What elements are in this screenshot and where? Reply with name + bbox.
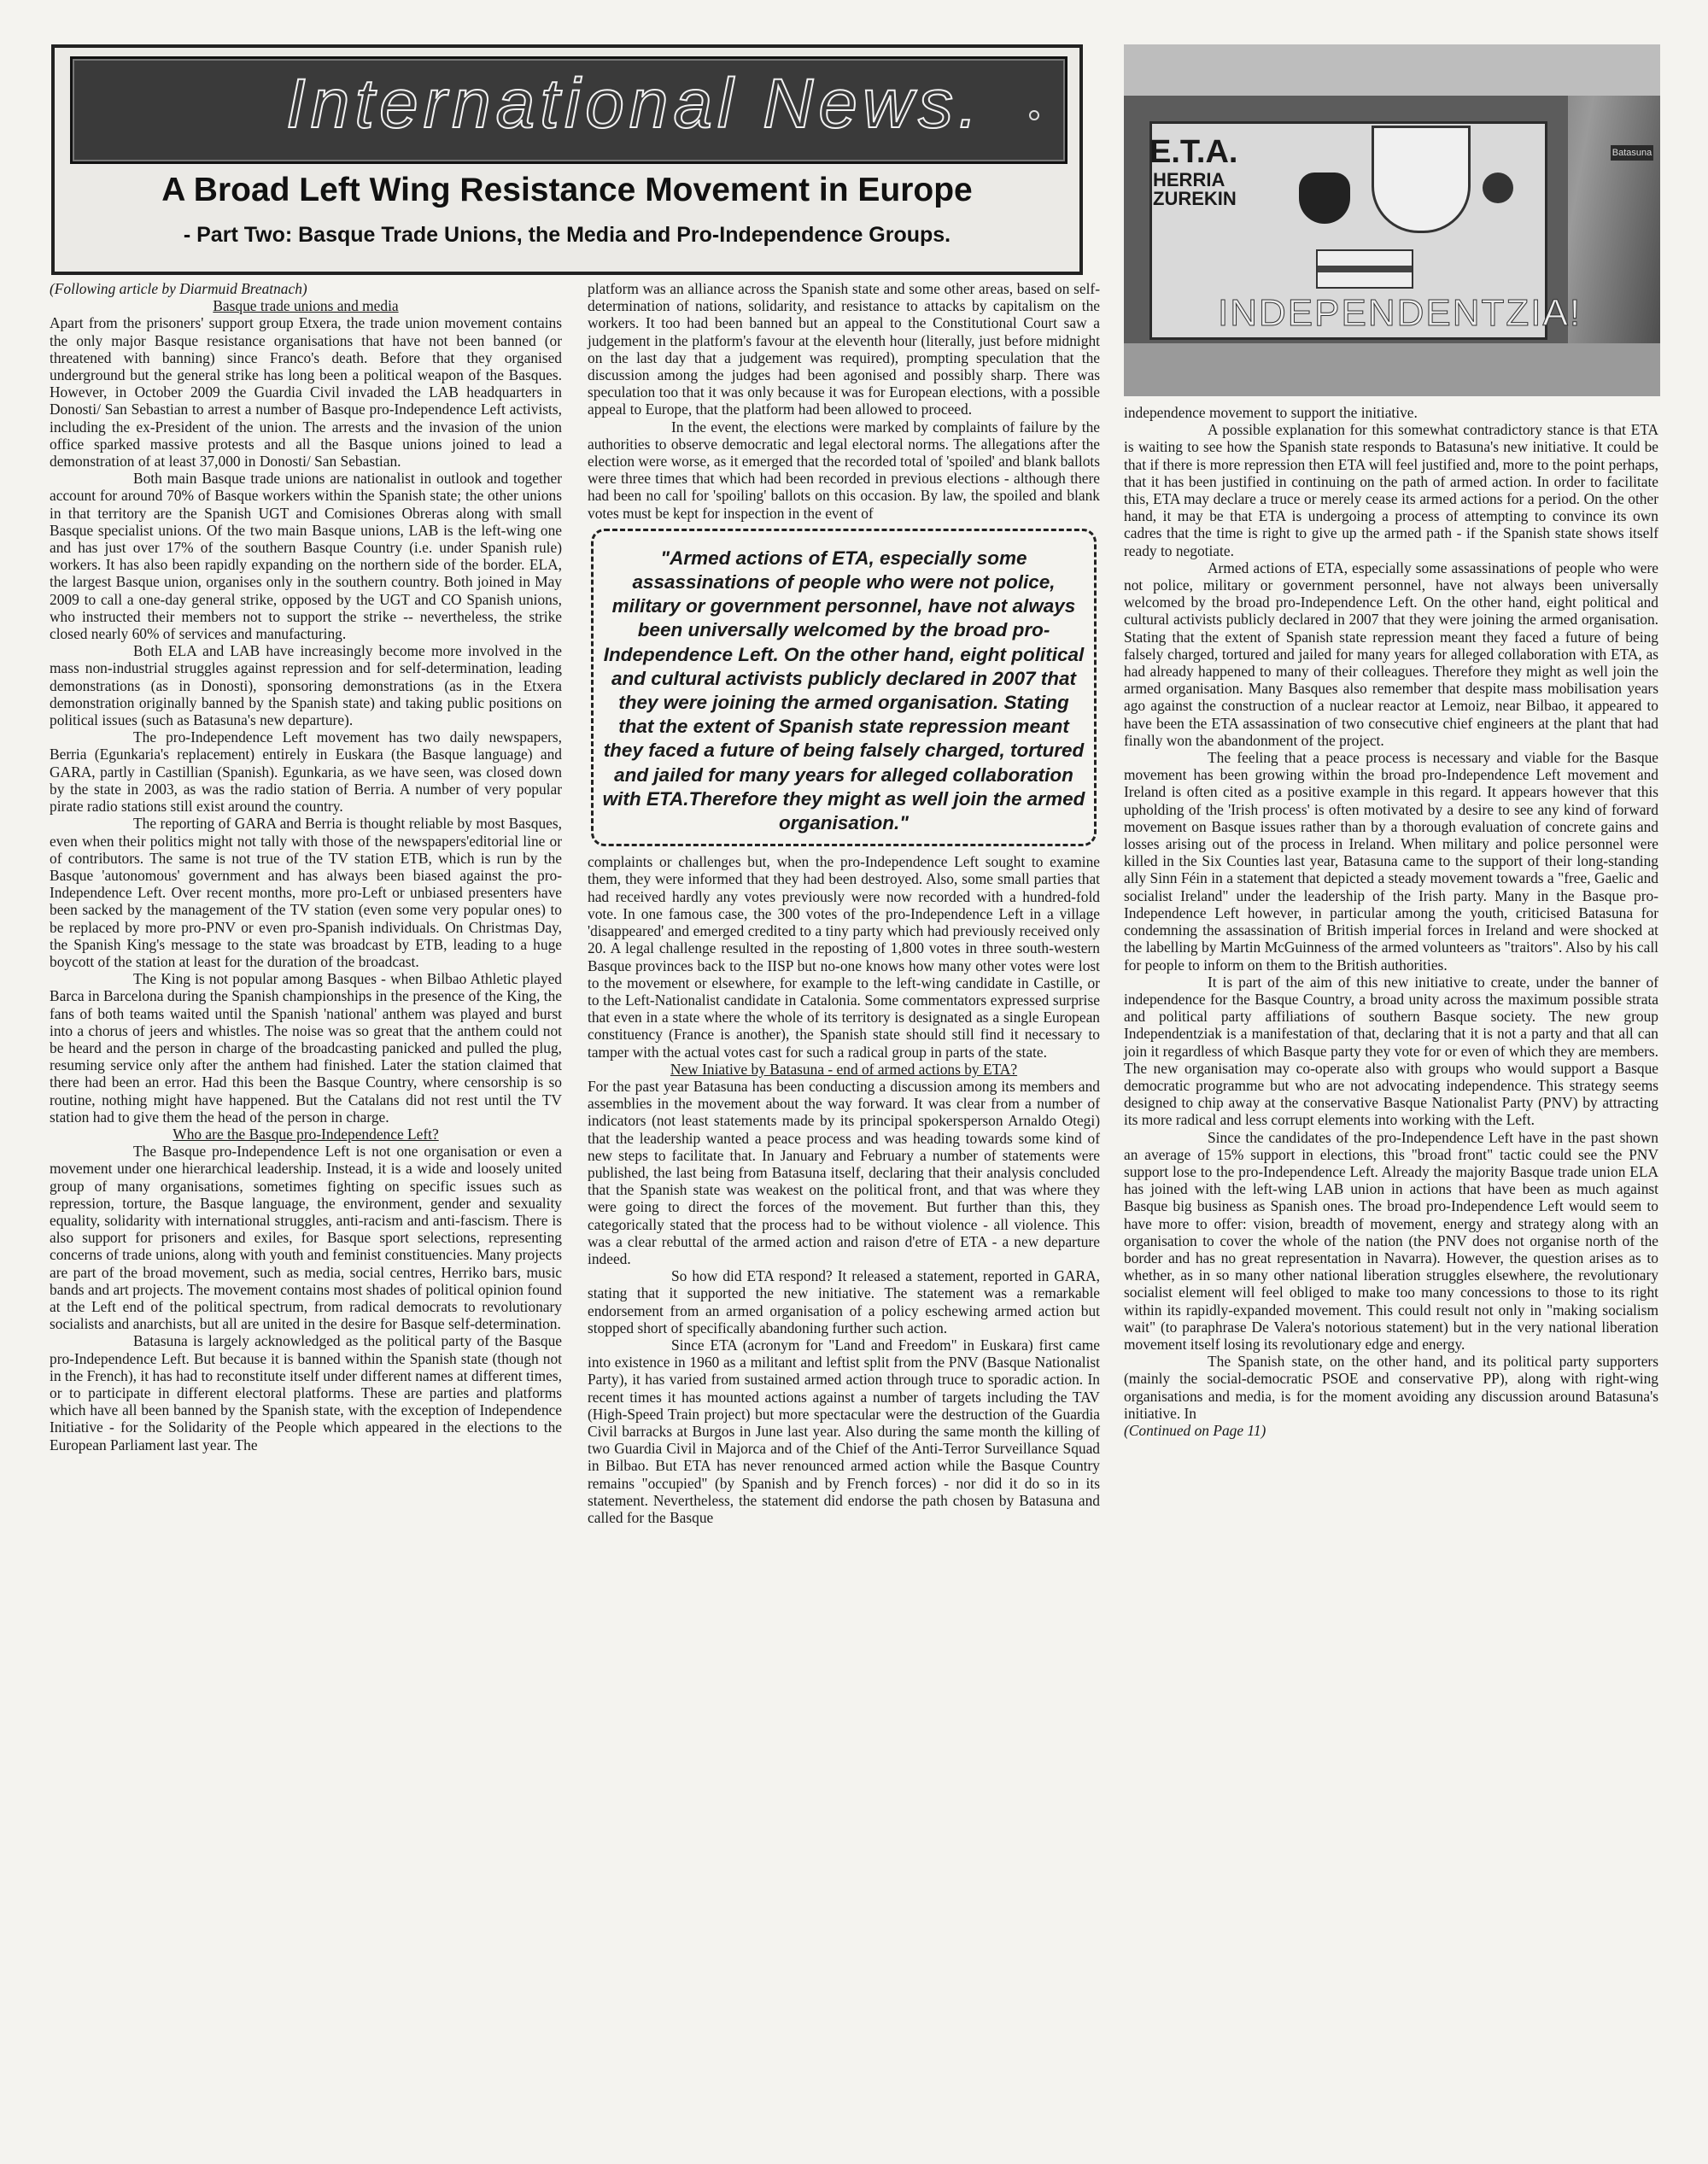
paragraph: For the past year Batasuna has been conducting a discussion among its members and assemblies in the movement about the way forward. It was clear from a number of indicators (not least statements made by its principal spokersperson Arnaldo Otegi) that the leadership wanted a peace process and was heading towards some kind of new steps to facilitate that. In January and February a number of statements were published, the last being from Batasuna itself, declaring that their analysis concluded that the Spanish state was weakest on the political front, and that was where they were going to direct the forces of the movement. But further than this, they categorically stated that the process had to be without violence - all violence. This was a clear rebuttal of the armed action and raison d'etre of ETA - a new departure indeed. [588, 1077, 1100, 1267]
street-sign: Batasuna [1611, 145, 1653, 161]
mural-text-independentzia: INDEPENDENTZIA! [1218, 292, 1582, 334]
paragraph: So how did ETA respond? It released a statement, reported in GARA, stating that it supported the new initiative. The statement was a remarkable endorsement from an armed organisation of a policy eschewing armed action but stopped short of specifically abandoning further such action. [588, 1267, 1100, 1336]
subheadline: - Part Two: Basque Trade Unions, the Media and Pro-Independence Groups. [183, 223, 951, 247]
mural-text-eta: E.T.A. [1149, 134, 1238, 170]
mural-photo [1124, 44, 1660, 396]
paragraph: Both main Basque trade unions are nationalist in outlook and together account for around 70% of Basque workers within the Spanish state; the other unions in that territory are the Spanish UGT and Comisiones Obreras along with small Basque specialist unions. Of the two main Basque unions, LAB is the left-wing one and has just over 17% of the southern Basque Country (i.e. under Spanish rule) workers. It has also been rapidly expanding on the northern side of the border. ELA, the largest Basque union, organises only in the southern country. Both joined in May 2009 to call a one-day general strike, opposed by the UGT and CO Spanish unions, who instructed their members not to support the strike -- nevertheless, the strike closed nearly 60% of services and manufacturing. [50, 470, 562, 643]
paragraph: platform was an alliance across the Spanish state and some other areas, based on self-determination of nations, solidarity, and resistance to attacks by capitalism on the workers. It too had been banned but an appeal to the Constitutional Court saw a judgement in the platform's favour at the eleventh hour (literally, just before midnight on the last day that a judgement was required), prompting speculation that the discussion among the judges had been agonised and possibly sharp. There was speculation too that it was only because it was for European elections, with a possible appeal to Europe, that the platform had been allowed to proceed. [588, 280, 1100, 418]
section-heading-who: Who are the Basque pro-Independence Left? [173, 1125, 439, 1143]
column-2 [588, 280, 1100, 1526]
column-1 [50, 280, 562, 1453]
paragraph: Batasuna is largely acknowledged as the political party of the Basque pro-Independence Left. But because it is banned within the Spanish state (though not in the French), it has had to reconstitute itself under different names at different times, or to participate in different electoral platforms. These are parties and platforms which have all been banned by the Spanish state, with the exception of Independence Initiative - for the Solidarity of the People which appeared in the elections to the European Parliament last year. The [50, 1332, 562, 1453]
continued-note: (Continued on Page 11) [1124, 1421, 1266, 1439]
flag-icon [1316, 249, 1413, 289]
paragraph: The King is not popular among Basques - when Bilbao Athletic played Barca in Barcelona during the Spanish championships in the presence of the King, the fans of both teams waited until the Spanish 'national' anthem was played and burst into a chorus of jeers and whistles. The noise was so great that the anthem could not be heard and the person in charge of the broadcasting panicked and pulled the plug, resuming service only after the anthem had finished. Later the station claimed that there had been an error. Had this been the Basque Country, where censorship is so routine, nothing might have happened. But the Catalans did not rest until the TV station had to give them the head of the person in charge. [50, 970, 562, 1126]
paragraph: A possible explanation for this somewhat contradictory stance is that ETA is waiting to see how the Spanish state responds to Batasuna's new initiative. It could be that if there is more repression then ETA will feel justified and, more to the point perhaps, that it has been justified in continuing on the path of armed action. In order to facilitate this, ETA may declare a truce or merely cease its armed actions for a period. On the other hand, it may be that ETA is undergoing a process of attempting to convince its own cadres that the time is right to give up the armed path - if the Spanish state shows itself ready to negotiate. [1124, 421, 1658, 559]
paragraph: The reporting of GARA and Berria is thought reliable by most Basques, even when their politics might not tally with those of the newspapers'editorial line or of contributors. The same is not true of the TV station ETB, which is run by the Basque 'autonomous' government and has always been biased against the pro-Independence Left. Over recent months, more pro-Left or unbiased presenters have been sacked by the management of the TV station (even some very popular ones) to be replaced by more pro-PNV or even pro-Spanish individuals. On Christmas Day, the Spanish King's message to the state was broadcast by ETB, leading to a huge boycott of the station at least for the duration of the broadcast. [50, 815, 562, 970]
paragraph: The Spanish state, on the other hand, and its political party supporters (mainly the social-democratic PSOE and conservative PP), along with right-wing organisations and media, is for the moment avoiding any discussion around Batasuna's initiative. In [1124, 1353, 1658, 1422]
column-3 [1124, 404, 1658, 1439]
paragraph: The pro-Independence Left movement has two daily newspapers, Berria (Egunkaria's replacement) entirely in Euskara (the Basque language) and GARA, partly in Castillian (Spanish). Egunkaria, as we have seen, was closed down by the state in 2003, as was the radio station of Berria. A number of very popular pirate radio stations still exist around the country. [50, 728, 562, 816]
mural-text-herria: HERRIA ZUREKIN [1153, 169, 1237, 209]
pull-quote: "Armed actions of ETA, especially some assassinations of people who were not police, military or government personnel, have not always been universally welcomed by the broad pro-Independence Left. On the other hand, eight political and cultural activists publicly declared in 2007 that they were joining the armed organisation. Stating that the extent of Spanish state repression meant they faced a future of being falsely charged, tortured and jailed for many years for alleged collaboration with ETA.Therefore they might as well join the armed organisation." [591, 529, 1097, 846]
paragraph: It is part of the aim of this new initiative to create, under the banner of independence for the Basque Country, a broad unity across the maximum possible strata and political party affiliations of southern Basque society. The new group Independentziak is a manifestation of that, declaring that it is not a party and that all can join it regardless of which Basque party they vote for or even of which they are members. The new organisation may co-operate also with groups who would support a Basque democratic programme but who are not advocating independence. This strategy seems designed to chip away at the conservative Basque Nationalist Party (PNV) by attracting its more radical and less corrupt elements into working with the Left. [1124, 973, 1658, 1129]
eagle-icon [1299, 173, 1350, 224]
paragraph: Armed actions of ETA, especially some assassinations of people who were not police, military or government personnel, have not always been universally welcomed by the broad pro-Independence Left. On the other hand, eight political and cultural activists publicly declared in 2007 that they were joining the armed organisation. Stating that the extent of Spanish state repression meant they faced a future of being falsely charged, tortured and jailed for many years for alleged collaboration with ETA, as had already happened to many of their colleagues. Therefore they might as well join the armed organisation. Many Basques also remember that despite mass mobilisation years ago against the construction of a nuclear reactor at Lemoiz, near Bilbao, it appeared to have been the ETA assassination of two consecutive chief engineers at the plant that had finally won the abandonment of the project. [1124, 559, 1658, 749]
masthead [51, 44, 1083, 275]
paragraph: independence movement to support the initiative. [1124, 404, 1418, 421]
paragraph: complaints or challenges but, when the pro-Independence Left sought to examine them, they were informed that they had been destroyed. Also, some small parties that had received hardly any votes previously were now recorded with a hundred-fold vote. In one famous case, the 300 votes of the pro-Independence Left in a village 'disappeared' and emerged credited to a tiny party which had previously received only 20. A legal challenge resulted in the reposting of 1,800 votes in three south-western Basque provinces back to the IISP but no-one knows how many other votes were lost to the movement or elsewhere, for example to the left-wing candidate in Castille, or to the Left-Nationalist candidate in Catalonia. Some commentators expressed surprise that even in a state where the whole of its territory is designated as a single European constituency (France is another), the Spanish state should still find it necessary to tamper with the actual votes cast for such a radical group in parts of the state. [588, 853, 1100, 1061]
lauburu-icon [1483, 173, 1513, 203]
paragraph: The feeling that a peace process is necessary and viable for the Basque movement has been growing within the broad pro-Independence Left movement and Ireland is often cited as a positive example in this regard. It appears however that this upholding of the 'Irish process' is often motivated by a desire to see any kind of forward movement on Basque issues rather than by a thorough evaluation of concrete gains and losses arising out of the process in Ireland. When military and police personnel were killed in the Six Counties last year, Batasuna came to the support of their long-standing ally Sinn Féin in a statement that depicted a steady movement towards a "free, Gaelic and socialist Ireland" under the leadership of the Irish party. Many in the Basque pro-Independence Left however, in particular among the youth, criticised Batasuna for condemning the assassination of British imperial forces in Ireland and were shocked at the labelling by Martin McGuinness of the armed volunteers as "traitors". Also by his call for people to inform on them to the British authorities. [1124, 749, 1658, 974]
paragraph: Both ELA and LAB have increasingly become more involved in the mass non-industrial struggles against repression and for self-determination, leading demonstrations (as in Donosti), sponsoring demonstrations (as in the Etxera demonstration originally banned by the Spanish state) and taking public positions on political issues (such as Batasuna's new departure). [50, 642, 562, 729]
paragraph: In the event, the elections were marked by complaints of failure by the authorities to observe democratic and legal electoral norms. The allegations after the election were worse, as it emerged that the recorded total of 'spoiled' and blank ballots were three times that which had been recorded in previous elections - although there had been no call for 'spoiling' ballots on this occasion. By law, the spoiled and blank votes must be kept for inspection in the event of [588, 418, 1100, 522]
paragraph: The Basque pro-Independence Left is not one organisation or even a movement under one hierarchical leadership. Instead, it is a wide and loosely united group of many organisations, sometimes fighting on specific issues such as repression, torture, the Basque language, the environment, gender and sexuality equality, solidarity with international struggles, anti-racism and anti-fascism. There is also support for prisoners and exiles, for Basque sport selections, representing concerns of trade unions, along with youth and feminist constituencies. Many projects are part of the broad movement, such as media, social centres, Herriko bars, music bands and art projects. The movement contains most shades of political opinion found at the Left end of the political spectrum, from radical democrats to revolutionary socialists and anarchists, but all are united in the desire for Basque self-determination. [50, 1143, 562, 1333]
headline: A Broad Left Wing Resistance Movement in Europe [161, 172, 973, 208]
section-heading-initiative: New Iniative by Batasuna - end of armed actions by ETA? [670, 1060, 1018, 1078]
paragraph: Since ETA (acronym for "Land and Freedom" in Euskara) first came into existence in 1960 as a militant and leftist split from the PNV (Basque Nationalist Party), it has varied from sustained armed action through truce to sporadic action. In recent times it has mounted actions against a number of targets including the TAV (High-Speed Train project) but more spectacular were the destruction of the Guardia Civil barracks at Burgos in June last year. Also during the same month the killing of two Guardia Civil in Majorca and of the Chief of the Anti-Terror Surveillance Squad in Bilbao. But ETA has never renounced armed action while the Basque Country remains "occupied" (by Spanish and by French forces) - nor did it do so in its statement. Nevertheless, the statement did endorse the path chosen by Batasuna and called for the Basque [588, 1336, 1100, 1526]
byline: (Following article by Diarmuid Breatnach) [50, 280, 307, 297]
paragraph: Apart from the prisoners' support group Etxera, the trade union movement contains the only major Basque resistance organisations that have not been banned (or threatened with banning) since Franco's death. Before that they organised underground but the general strike has long been a political weapon of the Basques. However, in October 2009 the Guardia Civil invaded the LAB headquarters in Donosti/ San Sebastian to arrest a number of Basque pro-Independence Left activists, including the ex-President of the union. The arrests and the invasion of the union office sparked massive protests and all the Basque unions joined to lead a demonstration of at least 37,000 in Donosti/ San Sebastian. [50, 314, 562, 471]
paragraph: Since the candidates of the pro-Independence Left have in the past shown an average of 15% support in elections, this "broad front" tactic could see the PNV support lose to the pro-Independence Left. Already the majority Basque trade union ELA has joined with the left-wing LAB union in actions that have been as much against Basque big business as Spanish ones. The broad pro-Independence Left would seem to have more to offer: vision, breadth of movement, energy and strategy along with an organisation to cover the whole of the nation (the PNV does not organise north of the border and has no great representation in Navarra). However, the question arises as to whether, as in so many other national liberation struggles elsewhere, the revolutionary socialist element will feel obliged to make too many concessions to those to its right within its rapidly-expanded movement. This could result not only in "making socialism wait" (to paraphrase De Valera's notorious statement) but in the very national liberation movement itself losing its revolutionary edge and energy. [1124, 1128, 1658, 1353]
coat-of-arms-icon [1372, 126, 1471, 233]
banner-dot-icon [1029, 110, 1039, 120]
section-banner [70, 56, 1068, 164]
section-heading-unions: Basque trade unions and media [213, 297, 399, 315]
section-title: International News. [286, 65, 983, 143]
